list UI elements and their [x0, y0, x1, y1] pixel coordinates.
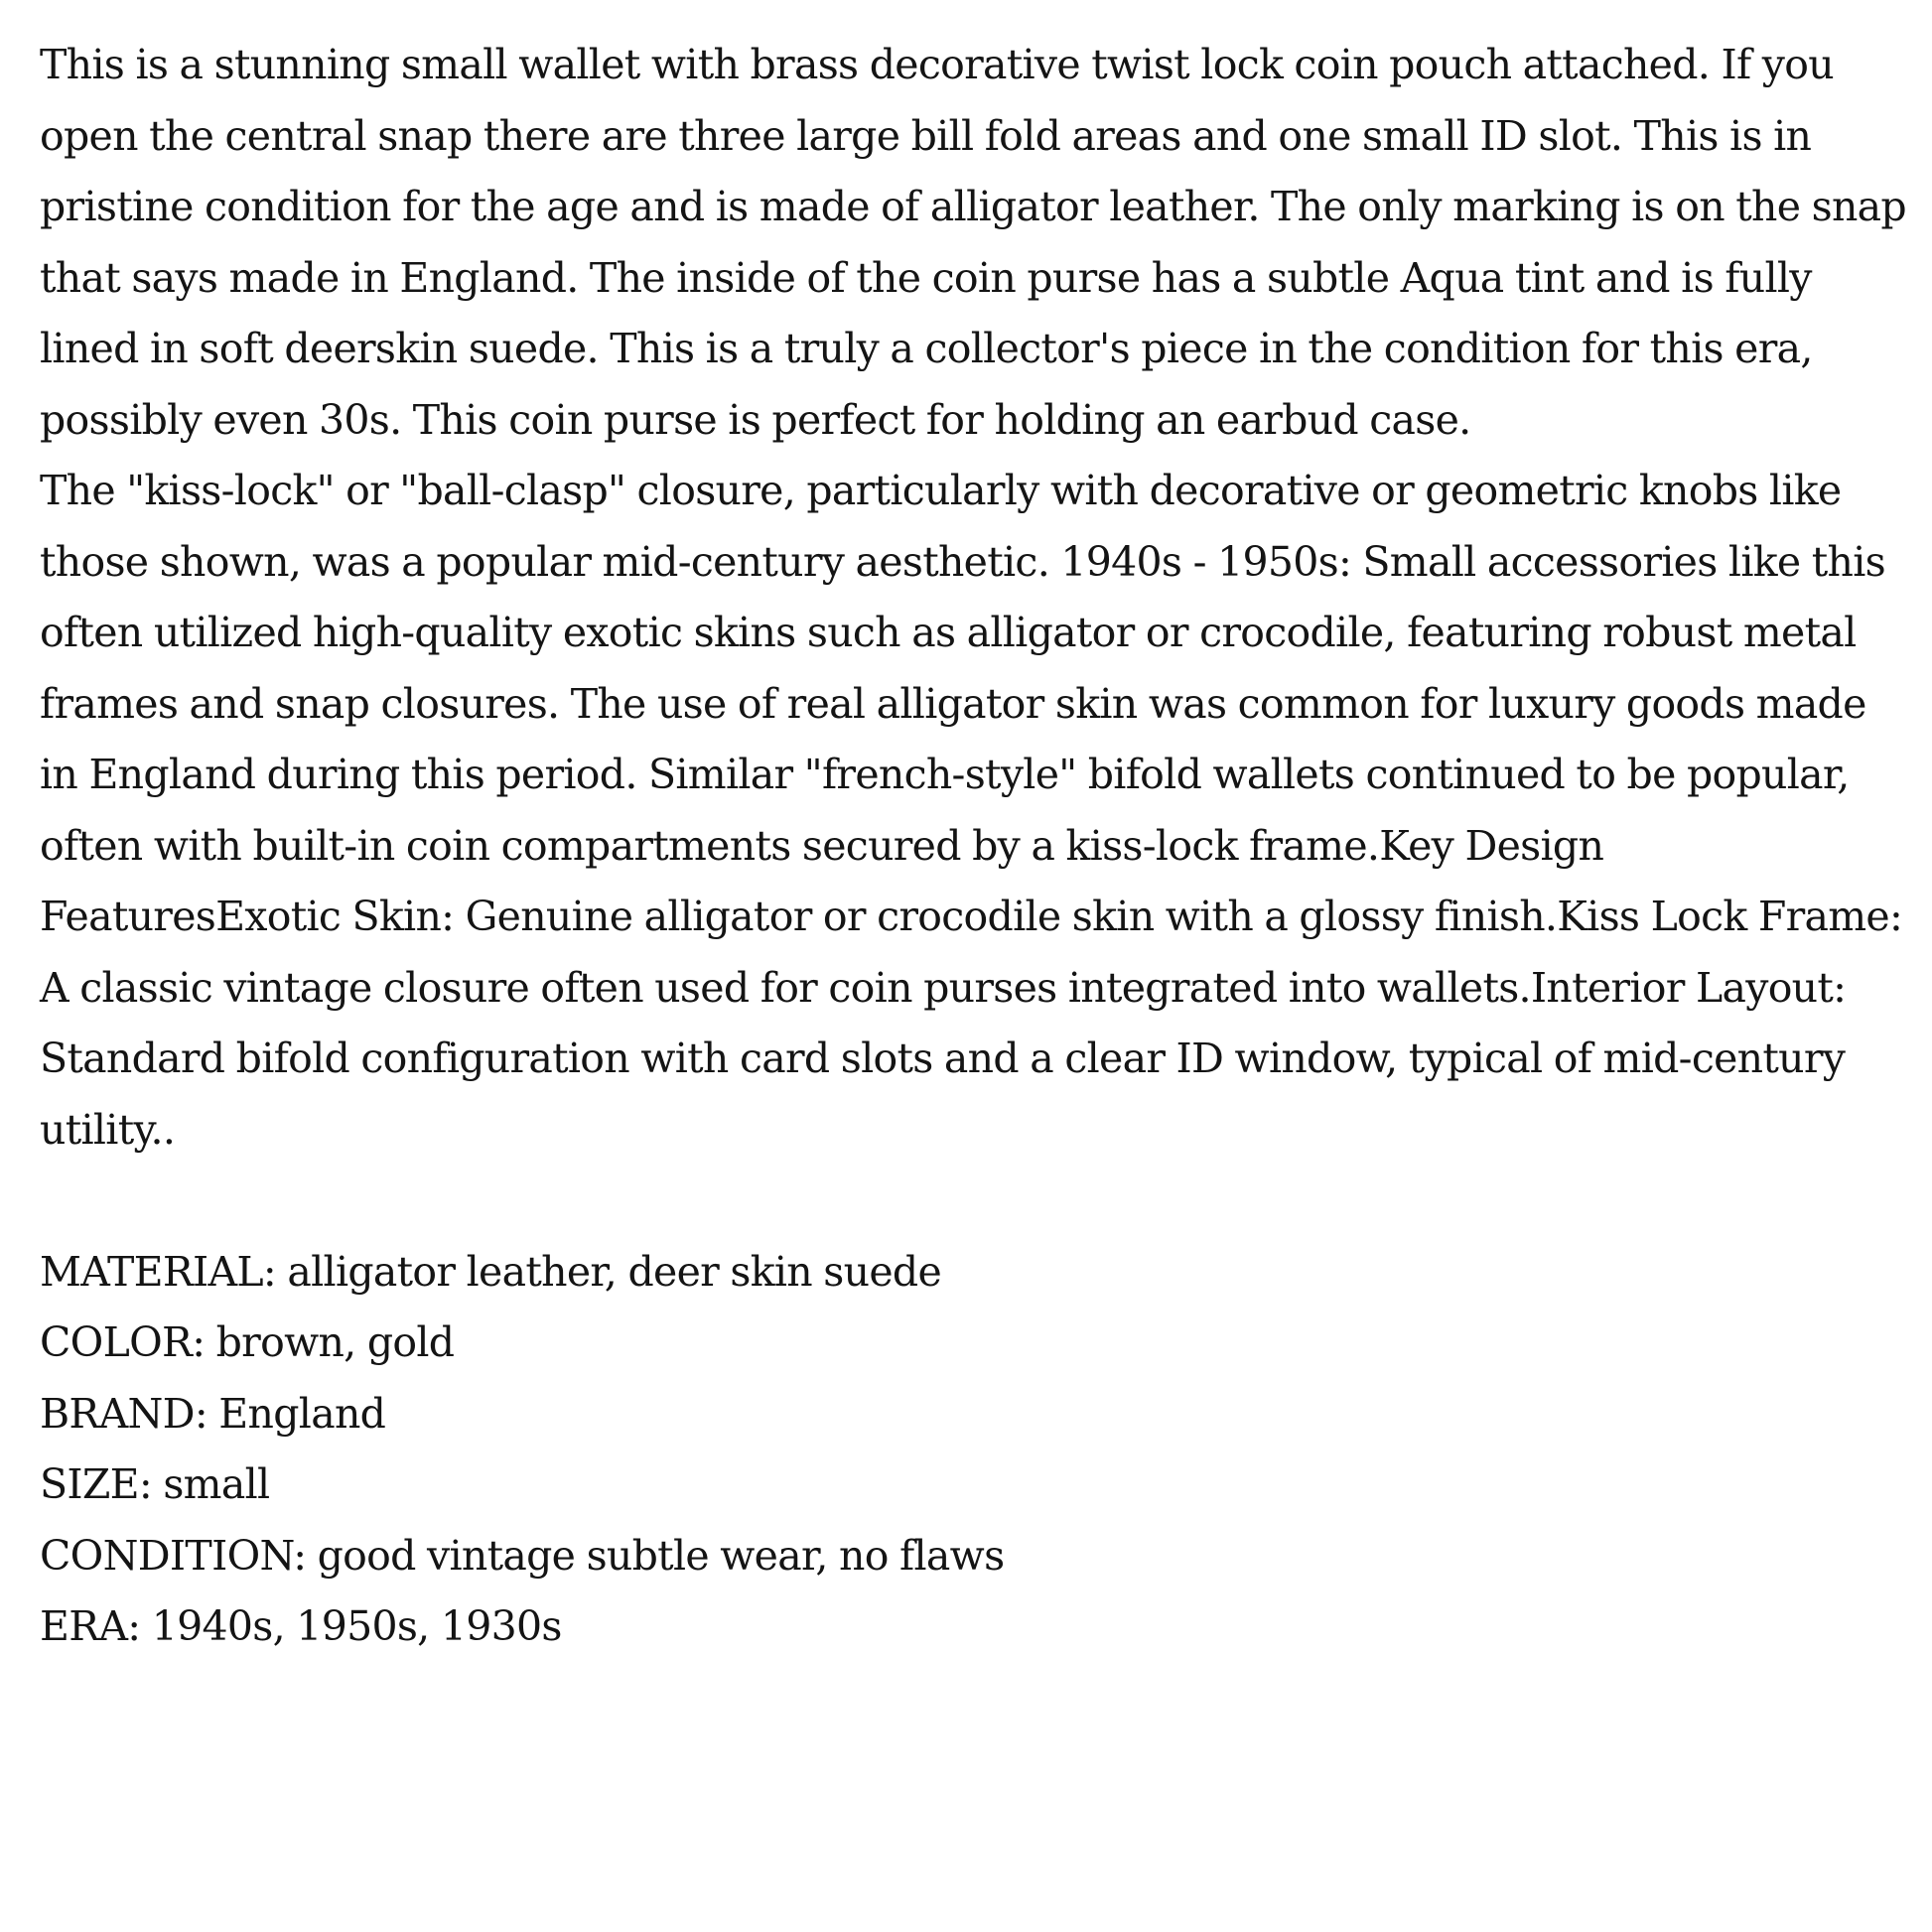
spec-color: COLOR: brown, gold: [40, 1318, 455, 1366]
description-paragraph-2: The "kiss-lock" or "ball-clasp" closure, particularly with decorative or geometric knobs like those shown, was a popular mid-century aesthetic. 1940s - 1950s: Small accessories like this often utilized high-quality exotic skins such as alligator or crocodile, featuring robust metal frames and snap closures. The use of real alligator skin was common for luxury goods made in England during this period. Similar "french-style" bifold wallets continued to be popular, often with built-in coin compartments secured by a kiss-lock frame.Key Design FeaturesExotic Skin: Genuine alligator or crocodile skin with a glossy finish.Kiss Lock Frame: A classic vintage closure often used for coin purses integrated into wallets.Interior Layout: Standard bifold configuration with card slots and a clear ID window, typical of mid-century utility..: [40, 467, 1903, 1154]
spec-era: ERA: 1940s, 1950s, 1930s: [40, 1602, 562, 1650]
spec-material: MATERIAL: alligator leather, deer skin suede: [40, 1247, 942, 1296]
blank-line: [40, 1166, 1906, 1237]
listing-description: [40, 30, 1906, 1663]
spec-size: SIZE: small: [40, 1460, 270, 1508]
spec-brand: BRAND: England: [40, 1389, 386, 1438]
spec-list: [40, 1237, 1906, 1663]
spec-condition: CONDITION: good vintage subtle wear, no flaws: [40, 1531, 1005, 1580]
description-paragraph-1: This is a stunning small wallet with brass decorative twist lock coin pouch attached. If you open the central snap there are three large bill fold areas and one small ID slot. This is in pristine condition for the age and is made of alligator leather. The only marking is on the snap that says made in England. The inside of the coin purse has a subtle Aqua tint and is fully lined in soft deerskin suede. This is a truly a collector's piece in the condition for this era, possibly even 30s. This coin purse is perfect for holding an earbud case.: [40, 41, 1906, 444]
